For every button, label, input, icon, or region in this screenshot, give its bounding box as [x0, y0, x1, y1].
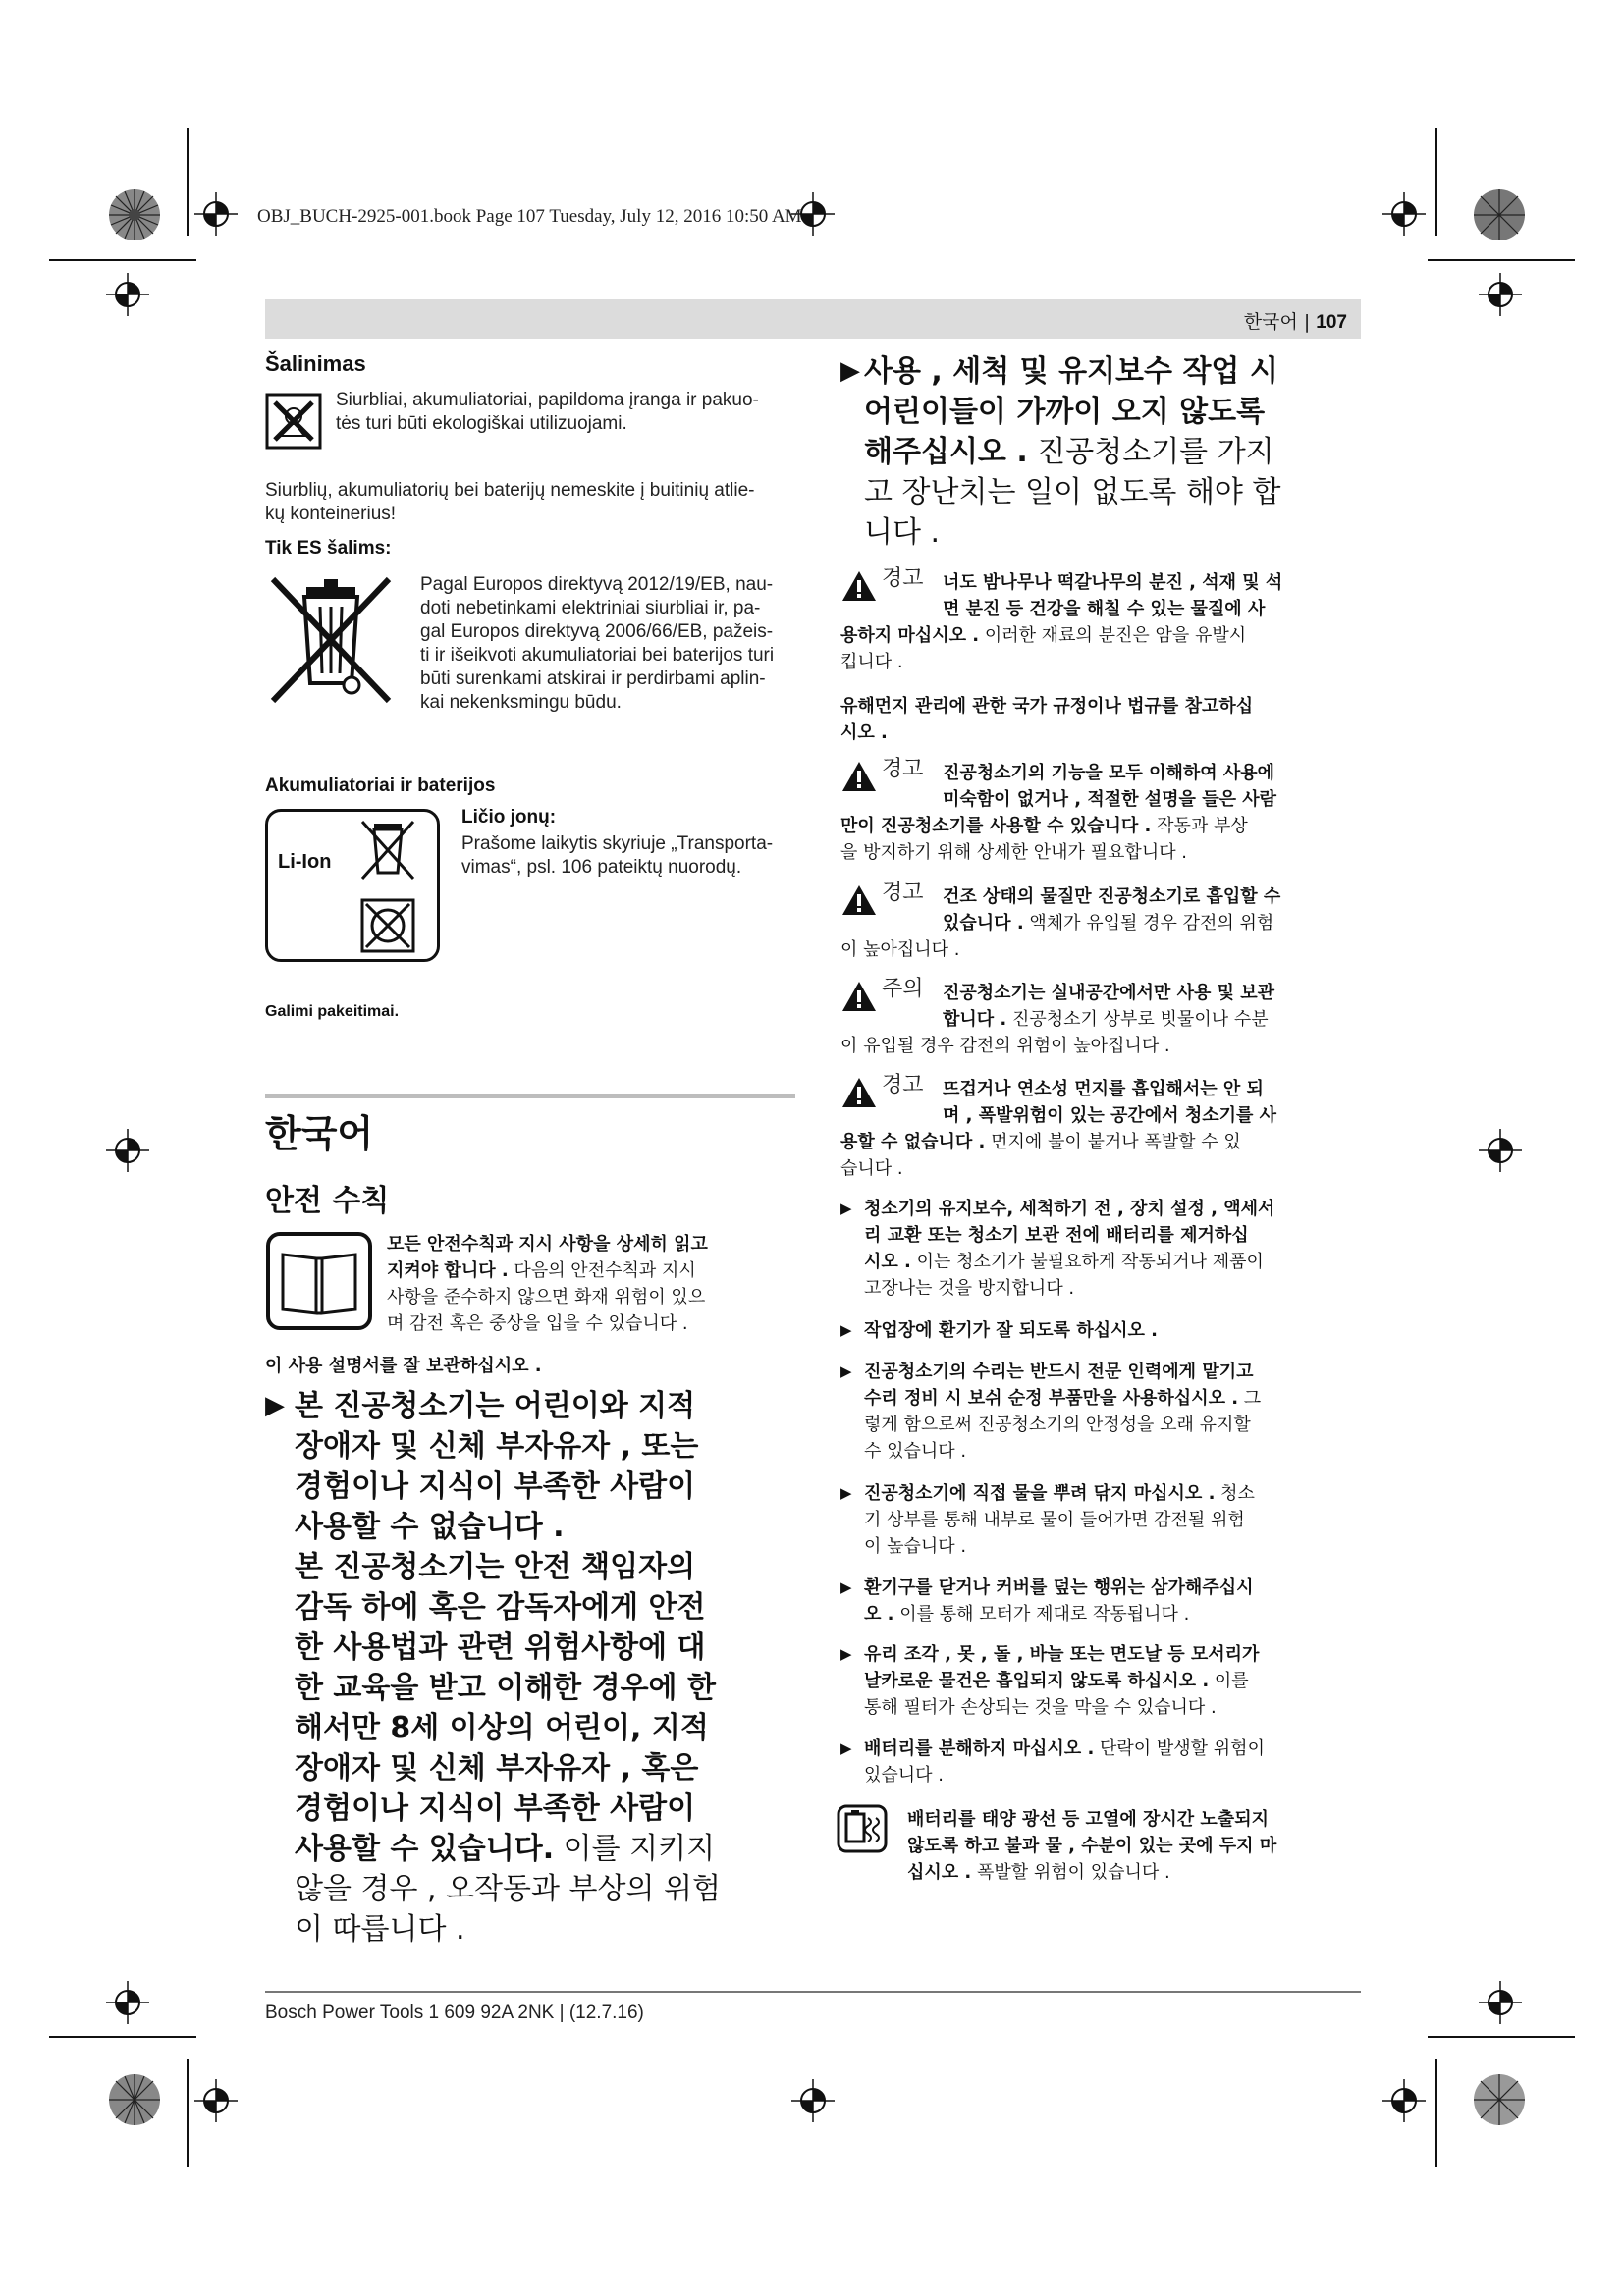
li-ion-text: Prašome laikytis skyriuje „Transporta- vimas“, psl. 106 pateiktų nuorodų.	[461, 833, 774, 878]
warning-dust: 경고 너도 밤나무나 떡갈나무의 분진 , 석재 및 석 면 분진 등 건강을 해칠 수 있는 물질에 사 용하지 마십시오 . 이러한 재료의 분진은 암을 유발시 킵니다 .	[840, 566, 1283, 672]
bullet-no-water: ▶ 진공청소기에 직접 물을 뿌려 닦지 마십시오 . 청소 기 상부를 통해 내부로 물이 들어가면 감전될 위험 이 높습니다 .	[840, 1480, 1410, 1560]
color-rosette-icon	[1473, 2073, 1526, 2126]
header-label	[1244, 307, 1347, 334]
crop-line	[1428, 259, 1575, 261]
changes-note: Galimi pakeitimai.	[265, 1003, 400, 1020]
dust-regulation-text: 유해먼지 관리에 관한 국가 규정이나 법규를 참고하십 시오 .	[840, 696, 1254, 743]
bullet-ventilation: ▶ 작업장에 환기가 잘 되도록 하십시오 .	[840, 1317, 1410, 1344]
bullet-icon: ▶	[840, 1645, 852, 1663]
crop-line	[1435, 2059, 1437, 2167]
signal-word: 경고	[882, 881, 924, 905]
children-safety-block: ▶ 본 진공청소기는 어린이와 지적 장애자 및 신체 부자유자 , 또는 경험이나 지식이 부족한 사람이 사용할 수 없습니다 . 본 진공청소기는 안전 책임자의 감독 하에 혹은 감독자에게 안전 한 사용법과 관련 위험사항에 대 한 교육을 받고 이해한 경우에 한 해서만 8세 이상의 어린이, 지적 장애자 및 신체 부자유자 , 혹은 경험이나 지식이 부족한 사람이 사용할 수 있습니다. 이를 지키지 않을 경우 , 오작동과 부상의 위험 이 따릅니다 .	[265, 1386, 815, 1949]
warning-triangle-icon	[840, 883, 878, 917]
registration-mark-icon	[106, 1129, 149, 1172]
page-number: 107	[1316, 312, 1347, 333]
bullet-sharp-objects: ▶ 유리 조각 , 못 , 돌 , 바늘 또는 면도날 등 모서리가 날카로운 물건은 흡입되지 않도록 하십시오 . 이를 통해 필터가 손상되는 것을 막을 수 있습니다 .	[840, 1641, 1410, 1721]
keep-manual-text: 이 사용 설명서를 잘 보관하십시오 .	[265, 1356, 542, 1376]
footer-divider	[265, 1991, 1361, 1993]
crop-line	[187, 128, 189, 236]
children-keep-away-block: ▶ 사용 , 세척 및 유지보수 작업 시 어린이들이 가까이 오지 않도록 해주십시오 . 진공청소기를 가지 고 장난치는 일이 없도록 해야 합 니다 .	[840, 351, 1390, 553]
warning-understand-functions: 경고 진공청소기의 기능을 모두 이해하여 사용에 미숙함이 없거나 , 적절한 설명을 들은 사람 만이 진공청소기를 사용할 수 있습니다 . 작동과 부상 을 방지하기 위해 상세한 안내가 필요합니다 .	[840, 757, 1277, 863]
color-rosette-icon	[108, 2073, 161, 2126]
batteries-heading: Akumuliatoriai ir baterijos	[265, 775, 496, 796]
signal-word: 경고	[882, 757, 924, 781]
signal-word: 경고	[882, 1073, 924, 1097]
bullet-icon: ▶	[840, 1484, 852, 1502]
eu-directive-text: Pagal Europos direktyvą 2012/19/EB, nau- doti nebetinkami elektriniai siurbliai ir, pa- gal Europos direktyvą 2006/66/EB, pažeis- ti ir išeikvoti akumuliatoriai bei baterijos turi būti surenkami atskirai ir perdirbami aplin- kai nekenksmingu būdu.	[420, 574, 775, 713]
registration-mark-icon	[1382, 192, 1426, 236]
battery-recycle-icon	[360, 898, 415, 953]
warning-triangle-icon	[840, 760, 878, 793]
signal-word: 경고	[882, 566, 924, 591]
warning-triangle-icon	[840, 980, 878, 1013]
registration-mark-icon	[106, 273, 149, 316]
warning-triangle-icon	[840, 1076, 878, 1109]
warning-hot-dust: 경고 뜨겁거나 연소성 먼지를 흡입해서는 안 되 며 , 폭발위험이 있는 공간에서 청소기를 사 용할 수 없습니다 . 먼지에 불이 붙거나 폭발할 수 있 습니다 .	[840, 1073, 1277, 1179]
caution-indoor-use: 주의 진공청소기는 실내공간에서만 사용 및 보관 합니다 . 진공청소기 상부로 빗물이나 수분 이 유입될 경우 감전의 위험이 높아집니다 .	[840, 977, 1275, 1056]
arrow-bullet-icon: ▶	[840, 356, 860, 386]
battery-heat-icon	[837, 1804, 888, 1853]
disposal-text: Siurbliai, akumuliatoriai, papildoma įranga ir pakuo- tės turi būti ekologiškai utilizuojami.	[336, 390, 759, 434]
section-divider	[265, 1094, 795, 1098]
disposal-heading: Šalinimas	[265, 351, 366, 376]
crossed-bin-icon	[358, 818, 417, 886]
page-header	[265, 299, 1361, 339]
registration-mark-icon	[194, 2079, 238, 2122]
header-separator: |	[1297, 311, 1317, 333]
registration-mark-icon	[1479, 1981, 1522, 2024]
crop-line	[1435, 128, 1437, 236]
bullet-remove-battery: ▶ 청소기의 유지보수, 세척하기 전 , 장치 설정 , 액세서 리 교환 또는 청소기 보관 전에 배터리를 제거하십 시오 . 이는 청소기가 불필요하게 작동되거나 제품이 고장나는 것을 방지합니다 .	[840, 1196, 1410, 1302]
li-ion-heading: Ličio jonų:	[461, 807, 557, 828]
bullet-icon: ▶	[840, 1578, 852, 1596]
footer-text: Bosch Power Tools 1 609 92A 2NK | (12.7.16)	[265, 2002, 644, 2023]
crop-line	[49, 259, 196, 261]
safety-title: 안전 수칙	[265, 1184, 390, 1218]
crop-line	[49, 2036, 196, 2038]
crop-line	[187, 2059, 189, 2167]
registration-mark-icon	[1479, 273, 1522, 316]
registration-mark-icon	[106, 1981, 149, 2024]
li-ion-symbol	[265, 809, 440, 962]
section-title: 한국어	[265, 1112, 374, 1155]
signal-word: 주의	[882, 977, 924, 1001]
color-rosette-icon	[1473, 188, 1526, 241]
crop-line	[1428, 2036, 1575, 2038]
bullet-repair: ▶ 진공청소기의 수리는 반드시 전문 인력에게 맡기고 수리 정비 시 보쉬 순정 부품만을 사용하십시오 . 그 렇게 함으로써 진공청소기의 안정성을 오래 유지할 수 있습니다 .	[840, 1359, 1410, 1465]
registration-mark-icon	[791, 2079, 835, 2122]
arrow-bullet-icon: ▶	[265, 1391, 285, 1420]
crossed-bin-icon	[267, 573, 395, 713]
recycling-dispose-icon	[265, 393, 322, 450]
bullet-no-disassembly: ▶ 배터리를 분해하지 마십시오 . 단락이 발생할 위험이 있습니다 .	[840, 1735, 1410, 1789]
battery-heat-text: 배터리를 태양 광선 등 고열에 장시간 노출되지 않도록 하고 불과 물 , 수분이 있는 곳에 두지 마 십시오 . 폭발할 위험이 있습니다 .	[907, 1809, 1277, 1883]
bullet-icon: ▶	[840, 1321, 852, 1339]
color-rosette-icon	[108, 188, 161, 241]
warning-triangle-icon	[840, 569, 878, 603]
bullet-icon: ▶	[840, 1739, 852, 1757]
registration-mark-icon	[1382, 2079, 1426, 2122]
read-instructions-text: 모든 안전수칙과 지시 사항을 상세히 읽고 지켜야 합니다 . 다음의 안전수칙과 지시 사항을 준수하지 않으면 화재 위험이 있으 며 감전 혹은 중상을 입을 수 있습니다 .	[387, 1234, 708, 1334]
warning-dry-materials: 경고 건조 상태의 물질만 진공청소기로 흡입할 수 있습니다 . 액체가 유입될 경우 감전의 위험 이 높아집니다 .	[840, 881, 1281, 960]
registration-mark-icon	[1479, 1129, 1522, 1172]
bullet-icon: ▶	[840, 1200, 852, 1217]
book-info: OBJ_BUCH-2925-001.book Page 107 Tuesday, July 12, 2016 10:50 AM	[257, 206, 802, 227]
li-ion-label: Li-Ion	[278, 851, 332, 873]
read-manual-icon	[265, 1231, 373, 1331]
registration-mark-icon	[194, 192, 238, 236]
eu-heading: Tik ES šalims:	[265, 538, 392, 559]
bullet-icon: ▶	[840, 1362, 852, 1380]
bullet-vents: ▶ 환기구를 닫거나 커버를 덮는 행위는 삼가해주십시 오 . 이를 통해 모터가 제대로 작동됩니다 .	[840, 1575, 1410, 1628]
household-text: Siurblių, akumuliatorių bei baterijų nemeskite į buitinių atlie- kų konteinerius!	[265, 480, 755, 524]
header-language: 한국어	[1243, 311, 1298, 333]
